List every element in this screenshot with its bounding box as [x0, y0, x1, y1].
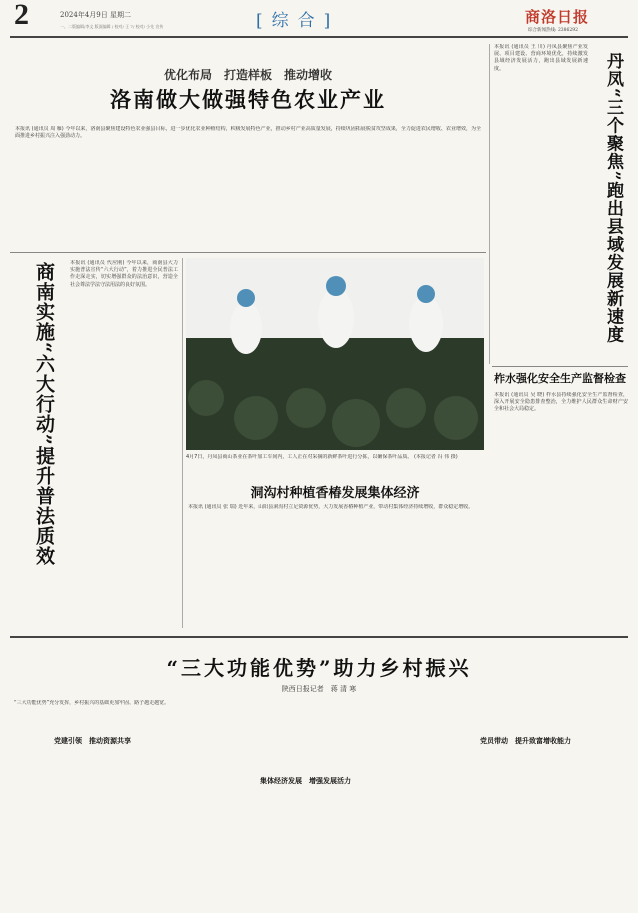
- center-lead: 本报讯 (通讯员 张 瑞) 近年来，山阳县洞沟村立足资源优势，大力发展香椿种植产业，带动村集体经济持续增收，群众稳定增收。: [188, 504, 474, 510]
- bottom-lead: “三大功能优势”充分发挥，乡村振兴的基础更加牢固、路子越走越宽。: [14, 700, 170, 706]
- photo-caption: [186, 454, 484, 476]
- left-title: 商南实施“六大行动”提升普法质效: [33, 262, 55, 566]
- main-kicker: 优化布局 打造样板 推动增收: [163, 68, 332, 82]
- right-top-rule: [492, 366, 628, 367]
- masthead-rule: [10, 36, 628, 38]
- phone-line: 综合新闻热线: 2386292: [528, 28, 578, 33]
- main-lead: 本报讯 (通讯员 周 雁) 今年以来，洛南县聚焦建设特色农业强县目标，进一步优化农业种植结构，积极发展特色产业，推动乡村产业高质量发展，持续巩固拓展脱贫攻坚成果，全力促进农民增收、农业增效，为全面推进乡村振兴注入强劲动力。: [15, 126, 481, 140]
- nav-line: 一、二版编辑/李文 版面编辑 / 校对/ 王 7/ 校对/ 小先 宣传: [60, 24, 164, 29]
- bottom-byline: 陕西日报记者 蒋 清 寒: [281, 685, 357, 693]
- photo-illustration: [186, 258, 484, 450]
- section-label: [综合]: [256, 11, 340, 31]
- bottom-title: “三大功能优势”助力乡村振兴: [166, 656, 472, 680]
- logo: 商洛日报: [525, 8, 590, 26]
- right-top-lead: 本报讯 (通讯员 王 川) 丹凤县聚焦产业发展、项目建设、营商环境优化，持续激发县域经济发展活力，跑出县域发展新速度。: [494, 44, 588, 72]
- center-story: [186, 480, 484, 630]
- right-column-rule: [489, 44, 490, 364]
- left-column-rule: [182, 258, 183, 628]
- right-top-title: 丹凤“三个聚焦”跑出县域发展新速度: [603, 52, 623, 344]
- right-mid-title: 柞水强化安全生产监督检查: [494, 372, 626, 385]
- main-title: 洛南做大做强特色农业产业: [110, 87, 386, 112]
- right-top-story: [494, 44, 628, 364]
- right-mid-story: [494, 370, 628, 640]
- news-photo: [186, 258, 484, 450]
- date-line: 2024年4月9日 星期二: [60, 11, 131, 19]
- main-story-rule: [10, 252, 486, 253]
- bottom-section-rule: [10, 636, 628, 638]
- main-story: [10, 42, 486, 252]
- photo-caption-text: 4月7日，丹凤县商山茶业在茶叶加工车间内，工人正在对采摘的新鲜茶叶进行分拣，以确保茶叶品质。: [186, 454, 413, 460]
- bottom-subhead-2: 集体经济发展 增强发展活力: [260, 776, 351, 785]
- page-number: 2: [14, 0, 29, 31]
- photo-credit: (本报记者 冯 伟 摄): [413, 454, 458, 460]
- center-title: 洞沟村种植香椿发展集体经济: [250, 486, 420, 501]
- left-lead: 本报讯 (通讯员 代应刚) 今年以来，商南县大力实施普法宣传“六大行动”，着力推进全民普法工作走深走实，切实增强群众的法治意识，营造全社会尊法学法守法用法的良好氛围。: [70, 260, 178, 288]
- bottom-subhead-1: 党建引领 推动资源共享: [54, 736, 131, 745]
- bottom-story: [10, 640, 628, 908]
- right-mid-lead: 本报讯 (通讯员 吴 晓) 柞水县持续强化安全生产监督检查，深入开展安全隐患排查整治，全力维护人民群众生命财产安全和社会大局稳定。: [494, 392, 628, 413]
- bottom-subhead-3: 党员带动 提升致富增收能力: [480, 736, 571, 745]
- left-story: [10, 258, 180, 628]
- masthead: [0, 0, 638, 36]
